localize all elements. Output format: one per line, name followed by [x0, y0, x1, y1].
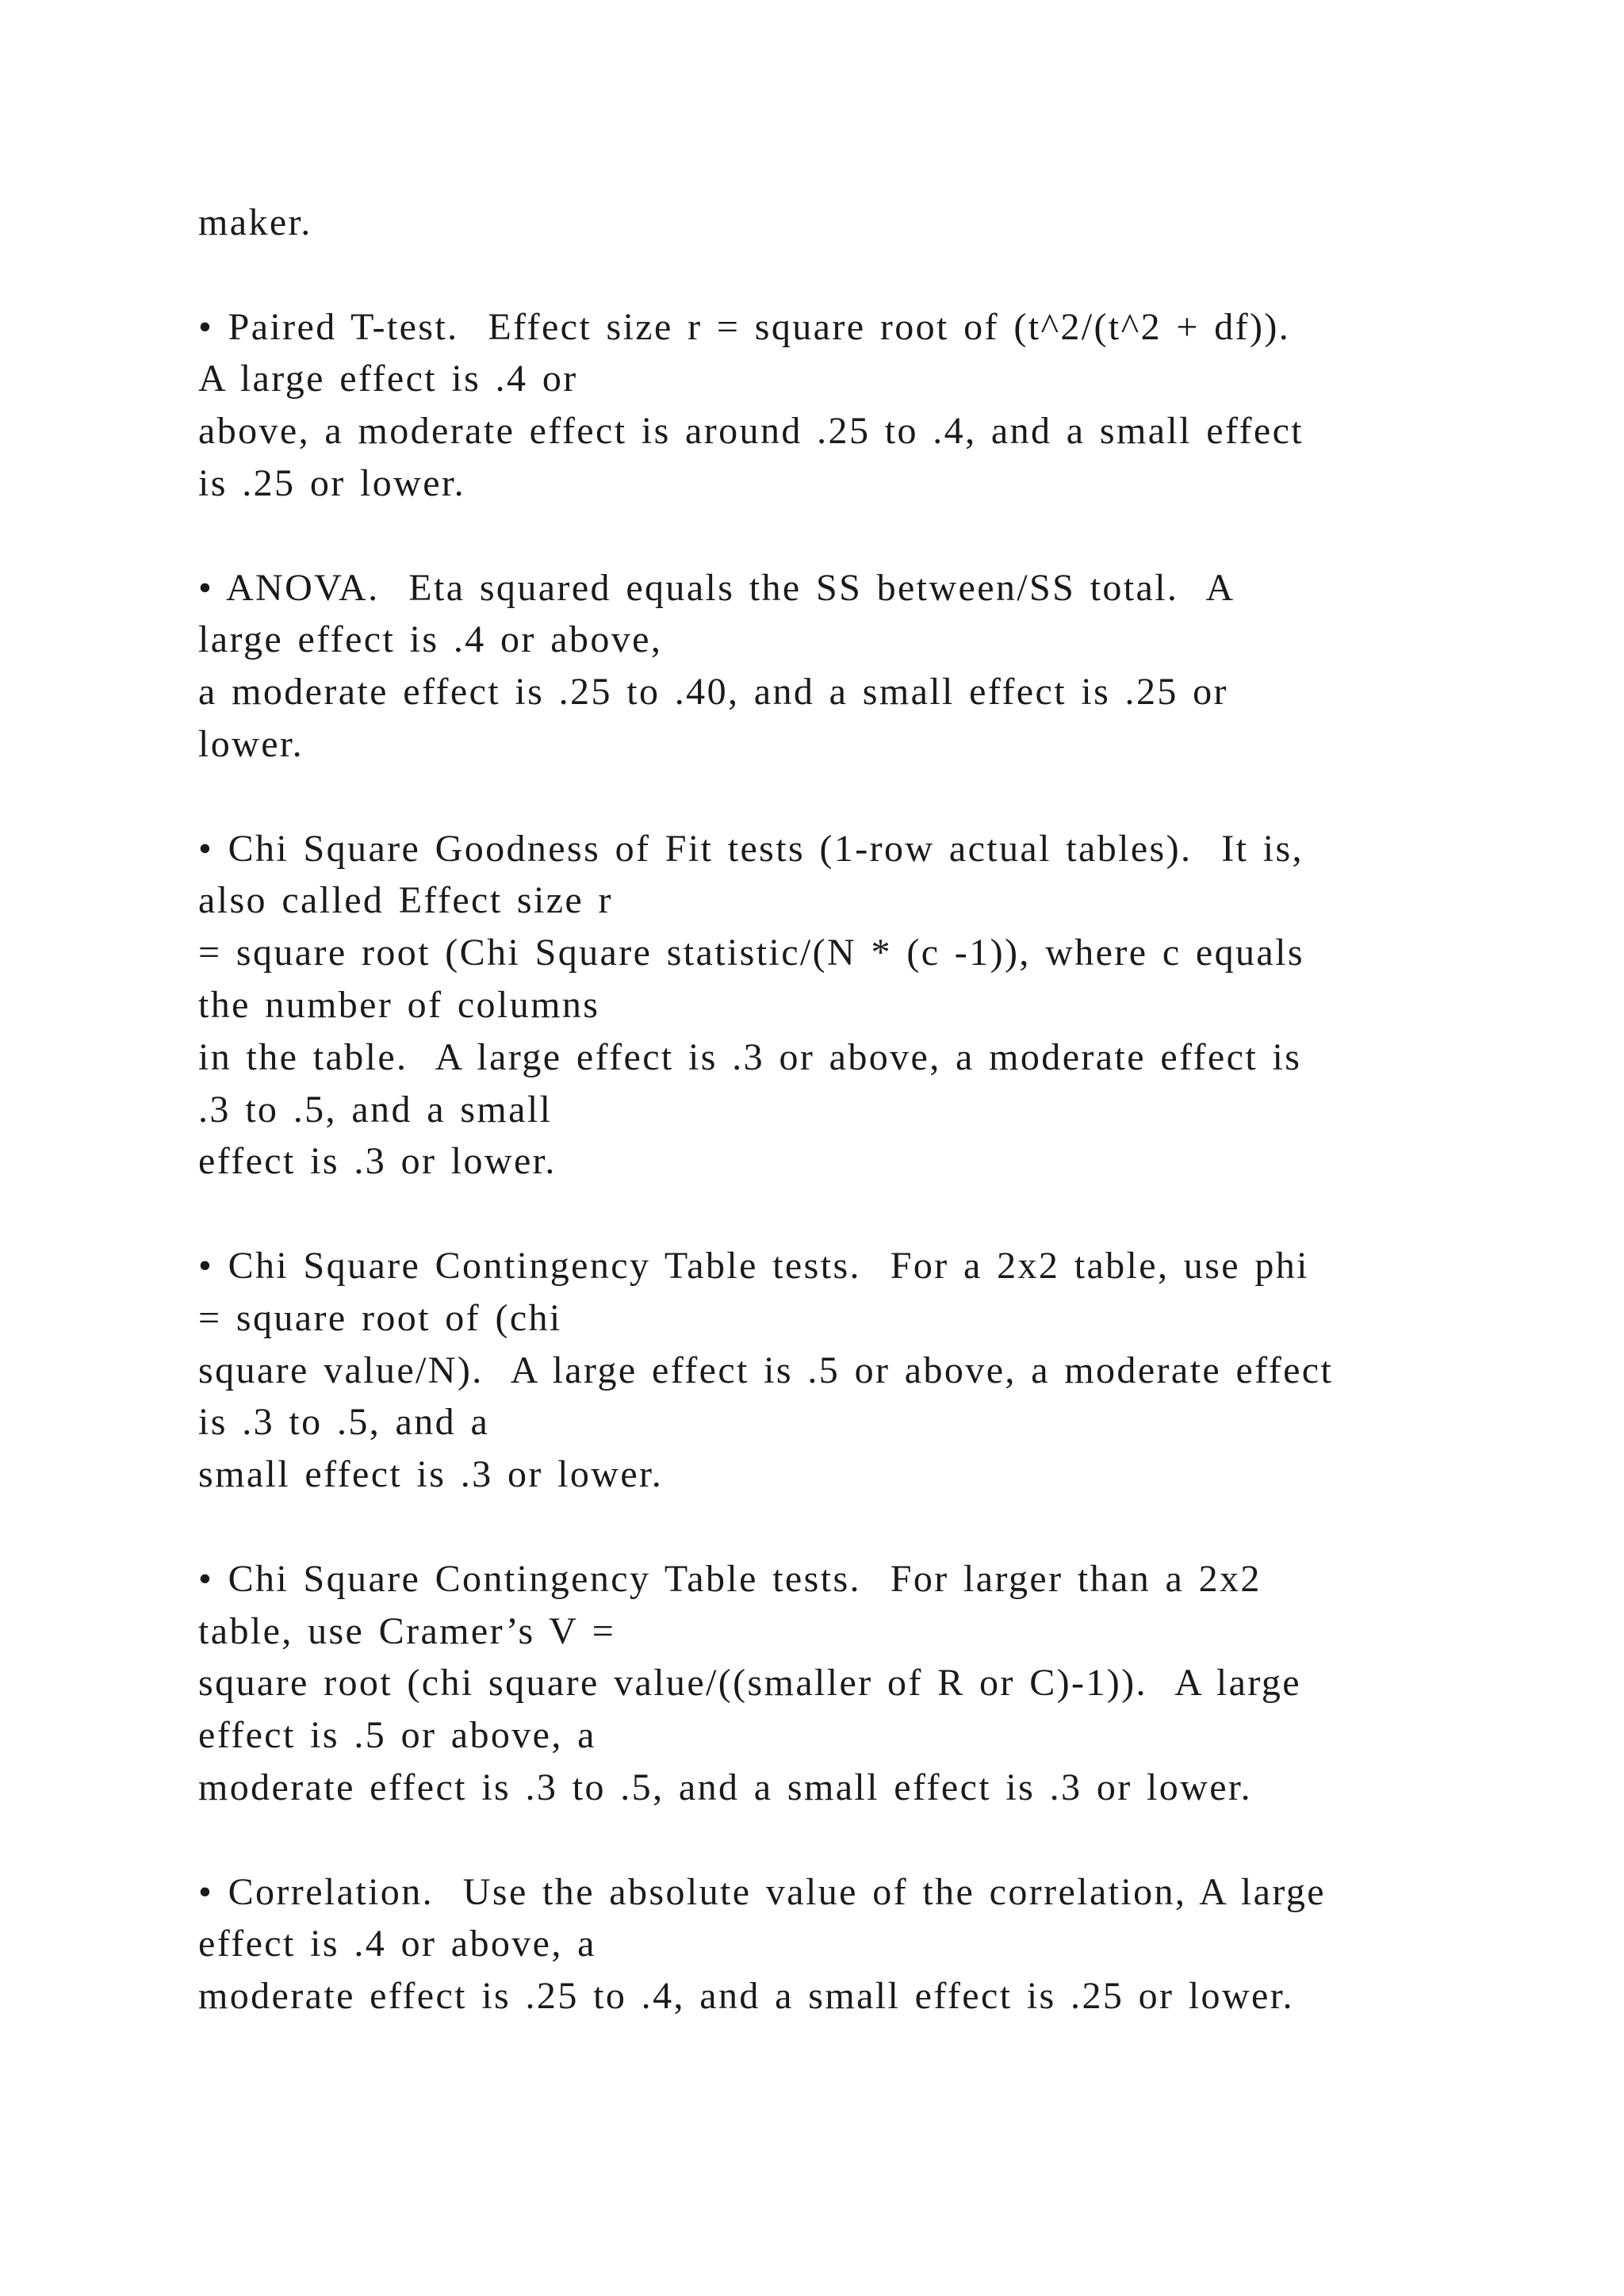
section-line: effect is .5 or above, a	[198, 1714, 596, 1757]
paragraph-gap	[198, 1814, 1546, 1866]
section-chi-square-2x2	[198, 1240, 1546, 1501]
section-line: • Correlation. Use the absolute value of the correlation, A large	[198, 1870, 1326, 1913]
section-line: A large effect is .4 or	[198, 358, 578, 400]
paragraph-gap	[198, 249, 1546, 301]
section-line: table, use Cramer’s V =	[198, 1609, 616, 1652]
section-line: a moderate effect is .25 to .40, and a small effect is .25 or	[198, 671, 1228, 714]
section-line: • Chi Square Contingency Table tests. For a 2x2 table, use phi	[198, 1244, 1309, 1287]
intro-line: maker.	[198, 201, 312, 243]
section-line: lower.	[198, 722, 304, 765]
section-paired-t-test	[198, 301, 1546, 510]
section-line: • Chi Square Goodness of Fit tests (1-row actual tables). It is,	[198, 827, 1304, 870]
section-line: moderate effect is .25 to .4, and a small effect is .25 or lower.	[198, 1975, 1294, 2018]
section-line: also called Effect size r	[198, 879, 613, 922]
section-line: above, a moderate effect is around .25 to .4, and a small effect	[198, 410, 1304, 453]
section-anova	[198, 562, 1546, 771]
section-chi-square-larger-table	[198, 1553, 1546, 1814]
section-line: • ANOVA. Eta squared equals the SS between/SS total. A	[198, 566, 1235, 609]
section-line: • Paired T-test. Effect size r = square root of (t^2/(t^2 + df)).	[198, 305, 1291, 348]
document-body	[198, 197, 1546, 2022]
section-line: .3 to .5, and a small	[198, 1088, 553, 1131]
section-line: moderate effect is .3 to .5, and a small effect is .3 or lower.	[198, 1766, 1253, 1808]
section-line: in the table. A large effect is .3 or above, a moderate effect is	[198, 1035, 1302, 1078]
section-chi-square-goodness-of-fit	[198, 823, 1546, 1188]
section-line: square root (chi square value/((smaller of R or C)-1)). A large	[198, 1662, 1301, 1705]
section-line: large effect is .4 or above,	[198, 618, 663, 661]
section-line: is .3 to .5, and a	[198, 1401, 490, 1444]
section-line: small effect is .3 or lower.	[198, 1453, 664, 1496]
section-correlation	[198, 1866, 1546, 2022]
paragraph-gap	[198, 510, 1546, 562]
section-line: is .25 or lower.	[198, 461, 466, 504]
section-line: effect is .3 or lower.	[198, 1140, 557, 1183]
section-line: = square root of (chi	[198, 1296, 562, 1339]
paragraph-gap	[198, 771, 1546, 823]
section-line: • Chi Square Contingency Table tests. For larger than a 2x2	[198, 1557, 1262, 1600]
section-line: the number of columns	[198, 983, 600, 1026]
section-line: effect is .4 or above, a	[198, 1923, 596, 1965]
paragraph-gap	[198, 1188, 1546, 1240]
paragraph-gap	[198, 1501, 1546, 1553]
section-line: = square root (Chi Square statistic/(N * (c -1)), where c equals	[198, 932, 1304, 974]
section-line: square value/N). A large effect is .5 or above, a moderate effect	[198, 1349, 1334, 1391]
